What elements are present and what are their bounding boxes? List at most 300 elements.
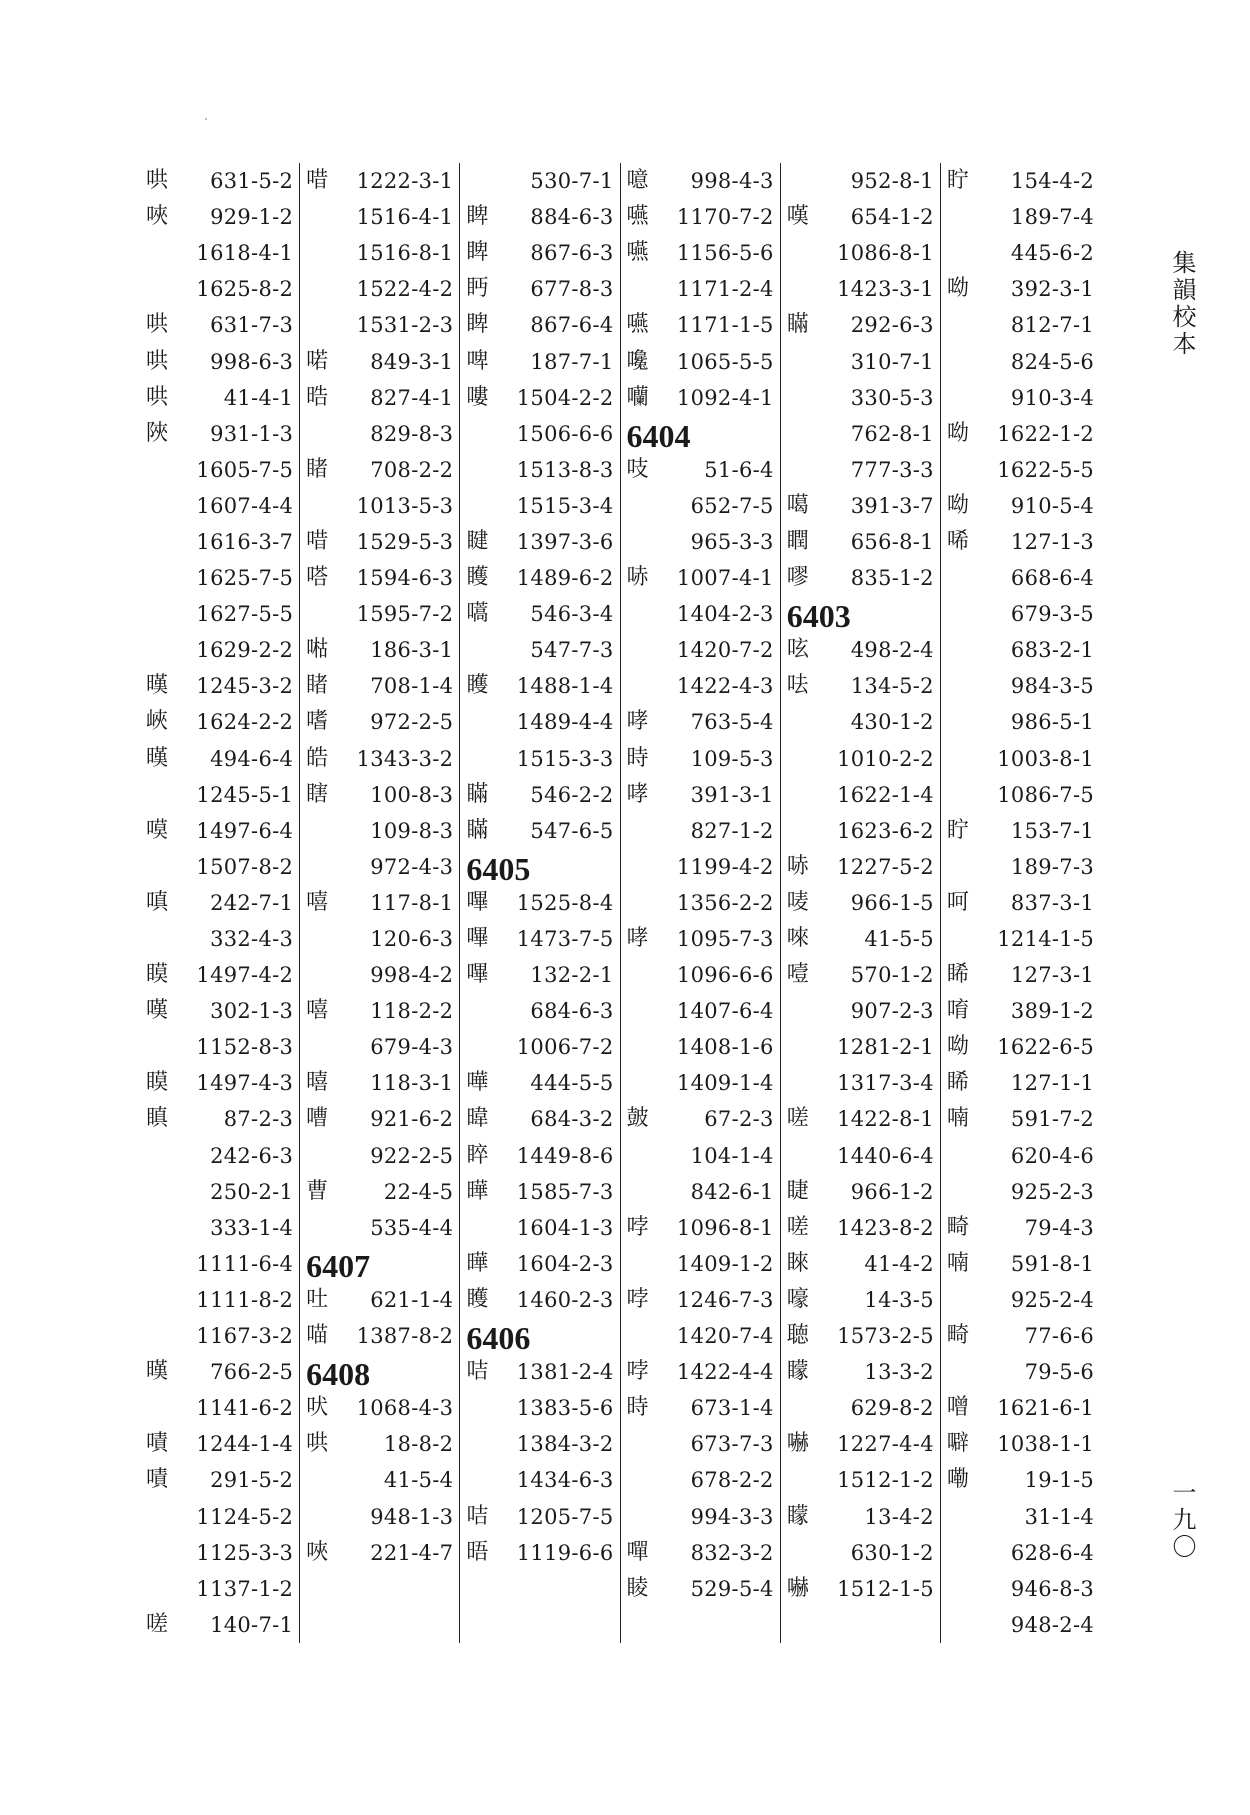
headword: 嘐 bbox=[786, 565, 809, 591]
page-reference: 1627-5-5 bbox=[196, 602, 294, 627]
page-reference: 189-7-3 bbox=[1010, 854, 1095, 879]
headword: 唶 bbox=[306, 528, 329, 554]
page-reference: 391-3-7 bbox=[850, 493, 934, 518]
headword: 咭 bbox=[466, 1359, 489, 1385]
index-entry bbox=[941, 452, 1100, 488]
index-entry bbox=[140, 1101, 299, 1137]
page-reference: 1281-2-1 bbox=[837, 1035, 934, 1060]
headword: 嚥 bbox=[626, 312, 649, 338]
headword: 嘖 bbox=[146, 1431, 169, 1457]
page-reference: 763-5-4 bbox=[690, 710, 774, 735]
page-reference: 79-5-6 bbox=[1024, 1360, 1095, 1385]
index-entry bbox=[460, 235, 619, 271]
index-entry bbox=[781, 560, 940, 596]
page-reference: 1156-5-6 bbox=[676, 241, 774, 266]
index-entry bbox=[781, 380, 940, 416]
page-reference: 51-6-4 bbox=[704, 457, 774, 482]
headword: 呦 bbox=[946, 276, 969, 302]
page-reference: 1065-5-5 bbox=[676, 349, 774, 374]
page-reference: 1531-2-3 bbox=[356, 313, 454, 338]
headword: 眝 bbox=[946, 817, 969, 843]
index-entry bbox=[621, 1390, 780, 1426]
index-entry bbox=[621, 1571, 780, 1607]
index-entry bbox=[140, 849, 299, 885]
headword: 晤 bbox=[466, 1539, 489, 1565]
headword: 睎 bbox=[946, 1070, 969, 1096]
index-entry bbox=[300, 1029, 459, 1065]
page-reference: 389-1-2 bbox=[1010, 999, 1095, 1024]
index-entry bbox=[300, 813, 459, 849]
page-reference: 884-6-3 bbox=[530, 205, 614, 230]
page-reference: 547-6-5 bbox=[530, 818, 614, 843]
index-entry bbox=[621, 885, 780, 921]
page-reference: 1513-8-3 bbox=[516, 457, 614, 482]
index-entry bbox=[781, 1282, 940, 1318]
headword: 睖 bbox=[626, 1575, 649, 1601]
index-column bbox=[620, 163, 780, 1643]
index-entry bbox=[140, 1426, 299, 1462]
page-reference: 127-1-3 bbox=[1010, 529, 1095, 554]
headword: 瞙 bbox=[146, 1070, 169, 1096]
index-entry bbox=[300, 163, 459, 199]
index-entry bbox=[781, 1210, 940, 1246]
page-reference: 250-2-1 bbox=[210, 1179, 294, 1204]
index-entry bbox=[300, 777, 459, 813]
page-reference: 1504-2-2 bbox=[516, 385, 614, 410]
index-entry bbox=[621, 235, 780, 271]
page-reference: 546-3-4 bbox=[530, 602, 614, 627]
page-reference: 1449-8-6 bbox=[516, 1143, 614, 1168]
headword: 唶 bbox=[306, 168, 329, 194]
index-entry bbox=[621, 596, 780, 632]
page-reference: 132-2-1 bbox=[530, 963, 614, 988]
index-entry bbox=[941, 1354, 1100, 1390]
index-entry bbox=[941, 849, 1100, 885]
index-entry bbox=[300, 632, 459, 668]
index-entry bbox=[460, 596, 619, 632]
index-entry bbox=[781, 1571, 940, 1607]
headword: 嘖 bbox=[146, 1467, 169, 1493]
headword: 唛 bbox=[786, 889, 809, 915]
page-reference: 677-8-3 bbox=[530, 277, 614, 302]
index-entry bbox=[140, 777, 299, 813]
page-reference: 654-1-2 bbox=[850, 205, 934, 230]
page-reference: 1343-3-2 bbox=[356, 746, 454, 771]
index-entry bbox=[941, 1029, 1100, 1065]
index-entry bbox=[140, 560, 299, 596]
index-entry bbox=[460, 163, 619, 199]
page-reference: 931-1-3 bbox=[210, 421, 294, 446]
index-column bbox=[940, 163, 1100, 1643]
page-reference: 1420-7-2 bbox=[676, 638, 774, 663]
page-reference: 87-2-3 bbox=[223, 1107, 294, 1132]
index-entry bbox=[781, 1246, 940, 1282]
index-entry bbox=[781, 163, 940, 199]
index-entry bbox=[621, 1029, 780, 1065]
page-reference: 986-5-1 bbox=[1010, 710, 1095, 735]
headword: 嗟 bbox=[786, 1214, 809, 1240]
index-entry bbox=[621, 199, 780, 235]
index-entry bbox=[781, 524, 940, 560]
page-reference: 1152-8-3 bbox=[196, 1035, 294, 1060]
page-reference: 621-1-4 bbox=[370, 1287, 454, 1312]
page-reference: 1167-3-2 bbox=[196, 1324, 294, 1349]
headword: 哧 bbox=[786, 853, 809, 879]
page-reference: 1625-8-2 bbox=[196, 277, 294, 302]
index-entry bbox=[140, 1029, 299, 1065]
index-entry bbox=[781, 1462, 940, 1498]
index-entry bbox=[460, 560, 619, 596]
index-entry bbox=[460, 1535, 619, 1571]
index-entry bbox=[300, 1498, 459, 1534]
page-reference: 1616-3-7 bbox=[196, 529, 294, 554]
page-reference: 140-7-1 bbox=[210, 1612, 294, 1637]
index-entry bbox=[460, 416, 619, 452]
page-reference: 972-2-5 bbox=[370, 710, 454, 735]
index-entry bbox=[621, 921, 780, 957]
page-reference: 13-3-2 bbox=[864, 1360, 934, 1385]
headword: 喃 bbox=[946, 1250, 969, 1276]
page-reference: 430-1-2 bbox=[850, 710, 934, 735]
index-entry bbox=[781, 199, 940, 235]
page-reference: 1119-6-6 bbox=[516, 1540, 614, 1565]
headword: 眄 bbox=[466, 276, 489, 302]
headword: 哄 bbox=[146, 384, 169, 410]
headword: 吐 bbox=[306, 1286, 329, 1312]
page-reference: 186-3-1 bbox=[370, 638, 454, 663]
index-entry bbox=[300, 1101, 459, 1137]
headword: 咭 bbox=[466, 1503, 489, 1529]
index-entry bbox=[941, 1282, 1100, 1318]
page-reference: 127-1-1 bbox=[1010, 1071, 1095, 1096]
page-reference: 684-6-3 bbox=[530, 999, 614, 1024]
page-reference: 1622-5-5 bbox=[997, 457, 1095, 482]
page-reference: 1604-1-3 bbox=[516, 1215, 614, 1240]
page-reference: 1422-4-3 bbox=[676, 674, 774, 699]
index-entry bbox=[460, 199, 619, 235]
page-reference: 631-5-2 bbox=[210, 169, 294, 194]
index-entry bbox=[300, 235, 459, 271]
page-reference: 330-5-3 bbox=[850, 385, 934, 410]
page-reference: 67-2-3 bbox=[704, 1107, 774, 1132]
page-reference: 972-4-3 bbox=[370, 854, 454, 879]
headword: 睹 bbox=[306, 673, 329, 699]
index-entry bbox=[621, 1210, 780, 1246]
page-reference: 1440-6-4 bbox=[837, 1143, 934, 1168]
index-entry bbox=[140, 1535, 299, 1571]
headword: 睹 bbox=[306, 456, 329, 482]
headword: 皓 bbox=[306, 745, 329, 771]
headword: 唊 bbox=[306, 1539, 329, 1565]
index-entry bbox=[140, 813, 299, 849]
index-entry bbox=[941, 488, 1100, 524]
page-reference: 966-1-2 bbox=[850, 1179, 934, 1204]
page-reference: 673-1-4 bbox=[690, 1396, 774, 1421]
headword: 瞋 bbox=[146, 1106, 169, 1132]
index-entry bbox=[460, 1354, 619, 1390]
headword: 呦 bbox=[946, 492, 969, 518]
index-entry bbox=[460, 1029, 619, 1065]
page-reference: 498-2-4 bbox=[850, 638, 934, 663]
headword: 嘆 bbox=[146, 998, 169, 1024]
page-reference: 1515-3-4 bbox=[516, 493, 614, 518]
page-reference: 1111-8-2 bbox=[196, 1287, 294, 1312]
index-entry bbox=[460, 1282, 619, 1318]
index-entry bbox=[140, 596, 299, 632]
page-reference: 1622-1-4 bbox=[837, 782, 934, 807]
index-entry bbox=[300, 343, 459, 379]
page-reference: 921-6-2 bbox=[370, 1107, 454, 1132]
page-reference: 910-5-4 bbox=[1010, 493, 1095, 518]
page-reference: 1489-6-2 bbox=[516, 566, 614, 591]
headword: 暵 bbox=[146, 673, 169, 699]
page-reference: 910-3-4 bbox=[1010, 385, 1095, 410]
page-reference: 127-3-1 bbox=[1010, 963, 1095, 988]
page-reference: 291-5-2 bbox=[210, 1468, 294, 1493]
index-entry bbox=[300, 704, 459, 740]
index-entry bbox=[140, 668, 299, 704]
page-reference: 392-3-1 bbox=[1010, 277, 1095, 302]
page-reference: 1488-1-4 bbox=[516, 674, 614, 699]
headword: 嘩 bbox=[466, 1070, 489, 1096]
index-entry bbox=[941, 1462, 1100, 1498]
page-reference: 1473-7-5 bbox=[516, 927, 614, 952]
index-entry bbox=[621, 813, 780, 849]
headword: 矆 bbox=[466, 565, 489, 591]
headword: 嚇 bbox=[786, 1575, 809, 1601]
index-entry bbox=[621, 560, 780, 596]
index-entry bbox=[941, 560, 1100, 596]
index-entry bbox=[941, 1390, 1100, 1426]
index-entry bbox=[460, 885, 619, 921]
headword: 哱 bbox=[626, 1214, 649, 1240]
index-entry bbox=[781, 1101, 940, 1137]
headword: 瞞 bbox=[786, 312, 809, 338]
page-reference: 628-6-4 bbox=[1010, 1540, 1095, 1565]
index-entry bbox=[460, 1426, 619, 1462]
index-entry bbox=[781, 307, 940, 343]
headword: 啤 bbox=[466, 348, 489, 374]
page-reference: 1622-1-2 bbox=[997, 421, 1095, 446]
page-reference: 221-4-7 bbox=[370, 1540, 454, 1565]
headword: 嚵 bbox=[626, 348, 649, 374]
headword: 囒 bbox=[626, 384, 649, 410]
index-entry bbox=[460, 1065, 619, 1101]
page-reference: 332-4-3 bbox=[210, 927, 294, 952]
page-reference: 529-5-4 bbox=[690, 1576, 774, 1601]
page-reference: 104-1-4 bbox=[690, 1143, 774, 1168]
index-entry bbox=[140, 1210, 299, 1246]
index-table bbox=[140, 163, 1100, 1643]
headword: 嗼 bbox=[146, 817, 169, 843]
index-entry bbox=[941, 1318, 1100, 1354]
page-reference: 832-3-2 bbox=[690, 1540, 774, 1565]
index-entry bbox=[941, 921, 1100, 957]
page-reference: 1124-5-2 bbox=[196, 1504, 294, 1529]
page-reference: 1244-1-4 bbox=[196, 1432, 294, 1457]
page-reference: 922-2-5 bbox=[370, 1143, 454, 1168]
index-entry bbox=[460, 993, 619, 1029]
index-entry bbox=[460, 524, 619, 560]
headword: 嚆 bbox=[466, 601, 489, 627]
headword: 睫 bbox=[786, 1178, 809, 1204]
headword: 矆 bbox=[466, 673, 489, 699]
page-reference: 1038-1-1 bbox=[997, 1432, 1095, 1457]
headword: 喵 bbox=[306, 1323, 329, 1349]
headword: 嘽 bbox=[626, 1539, 649, 1565]
index-entry bbox=[941, 777, 1100, 813]
page-reference: 445-6-2 bbox=[1010, 241, 1095, 266]
page-reference: 118-2-2 bbox=[370, 999, 454, 1024]
index-entry bbox=[621, 1282, 780, 1318]
page-reference: 777-3-3 bbox=[850, 457, 934, 482]
index-entry bbox=[140, 307, 299, 343]
page-reference: 391-3-1 bbox=[690, 782, 774, 807]
index-entry bbox=[941, 1246, 1100, 1282]
page-reference: 684-3-2 bbox=[530, 1107, 614, 1132]
index-entry bbox=[140, 343, 299, 379]
index-entry bbox=[781, 957, 940, 993]
page-reference: 1423-8-2 bbox=[837, 1215, 934, 1240]
index-entry bbox=[300, 1426, 459, 1462]
index-entry bbox=[941, 416, 1100, 452]
page-reference: 1317-3-4 bbox=[837, 1071, 934, 1096]
index-entry bbox=[300, 596, 459, 632]
page-reference: 1595-7-2 bbox=[356, 602, 454, 627]
index-column bbox=[459, 163, 619, 1643]
index-entry bbox=[140, 1246, 299, 1282]
index-entry bbox=[140, 1138, 299, 1174]
page-reference: 1381-2-4 bbox=[516, 1360, 614, 1385]
page-reference: 31-1-4 bbox=[1024, 1504, 1095, 1529]
page-reference: 1434-6-3 bbox=[516, 1468, 614, 1493]
index-entry bbox=[460, 1462, 619, 1498]
headword: 嗶 bbox=[466, 889, 489, 915]
page-reference: 849-3-1 bbox=[370, 349, 454, 374]
headword: 哮 bbox=[626, 709, 649, 735]
page-reference: 630-1-2 bbox=[850, 1540, 934, 1565]
headword: 睷 bbox=[466, 528, 489, 554]
index-entry bbox=[460, 957, 619, 993]
page-reference: 1525-8-4 bbox=[516, 890, 614, 915]
page-reference: 1125-3-3 bbox=[196, 1540, 294, 1565]
page-reference: 762-8-1 bbox=[850, 421, 934, 446]
headword: 矇 bbox=[786, 1503, 809, 1529]
page-reference: 1529-5-3 bbox=[356, 529, 454, 554]
headword: 矆 bbox=[466, 1286, 489, 1312]
page-reference: 1013-5-3 bbox=[356, 493, 454, 518]
index-entry bbox=[781, 921, 940, 957]
page-reference: 1096-8-1 bbox=[676, 1215, 774, 1240]
page-reference: 1111-6-4 bbox=[196, 1251, 294, 1276]
index-entry bbox=[941, 307, 1100, 343]
page-reference: 1607-4-4 bbox=[196, 493, 294, 518]
page-reference: 41-5-5 bbox=[864, 927, 934, 952]
index-entry bbox=[140, 380, 299, 416]
page-reference: 153-7-1 bbox=[1010, 818, 1095, 843]
index-entry bbox=[300, 307, 459, 343]
page-reference: 867-6-4 bbox=[530, 313, 614, 338]
index-entry bbox=[300, 1210, 459, 1246]
page-reference: 1170-7-2 bbox=[676, 205, 774, 230]
index-entry bbox=[140, 1498, 299, 1534]
page-reference: 535-4-4 bbox=[370, 1215, 454, 1240]
page-reference: 1516-4-1 bbox=[356, 205, 454, 230]
page-reference: 837-3-1 bbox=[1010, 890, 1095, 915]
headword: 睥 bbox=[466, 204, 489, 230]
index-entry bbox=[460, 921, 619, 957]
index-entry bbox=[941, 1138, 1100, 1174]
index-entry bbox=[460, 1174, 619, 1210]
page-reference: 591-8-1 bbox=[1010, 1251, 1095, 1276]
page-reference: 530-7-1 bbox=[530, 169, 614, 194]
page-reference: 546-2-2 bbox=[530, 782, 614, 807]
index-entry bbox=[300, 1318, 459, 1354]
page-reference: 1420-7-4 bbox=[676, 1324, 774, 1349]
headword: 噶 bbox=[786, 492, 809, 518]
page-reference: 22-4-5 bbox=[383, 1179, 454, 1204]
page-reference: 929-1-2 bbox=[210, 205, 294, 230]
index-entry bbox=[941, 1426, 1100, 1462]
page-reference: 1010-2-2 bbox=[837, 746, 934, 771]
index-entry bbox=[140, 488, 299, 524]
page-reference: 1497-4-2 bbox=[196, 963, 294, 988]
headword: 睞 bbox=[786, 1250, 809, 1276]
page-reference: 1006-7-2 bbox=[516, 1035, 614, 1060]
index-entry bbox=[140, 524, 299, 560]
index-entry bbox=[300, 380, 459, 416]
index-entry bbox=[300, 452, 459, 488]
page-reference: 1621-6-1 bbox=[997, 1396, 1095, 1421]
index-entry bbox=[621, 1462, 780, 1498]
index-entry bbox=[460, 380, 619, 416]
index-entry bbox=[621, 957, 780, 993]
index-entry bbox=[941, 524, 1100, 560]
headword: 瞎 bbox=[306, 781, 329, 807]
page-reference: 109-8-3 bbox=[370, 818, 454, 843]
headword: 畸 bbox=[946, 1323, 969, 1349]
index-entry bbox=[781, 416, 940, 452]
page-reference: 1227-5-2 bbox=[837, 854, 934, 879]
page-reference: 1409-1-2 bbox=[676, 1251, 774, 1276]
index-entry bbox=[941, 343, 1100, 379]
headword: 眝 bbox=[946, 168, 969, 194]
page-reference: 679-4-3 bbox=[370, 1035, 454, 1060]
index-entry bbox=[621, 343, 780, 379]
page-reference: 965-3-3 bbox=[690, 529, 774, 554]
page-reference: 1623-6-2 bbox=[837, 818, 934, 843]
page-reference: 994-3-3 bbox=[690, 1504, 774, 1529]
page-reference: 1515-3-3 bbox=[516, 746, 614, 771]
page-reference: 302-1-3 bbox=[210, 999, 294, 1024]
index-entry bbox=[941, 380, 1100, 416]
index-entry bbox=[621, 1138, 780, 1174]
index-entry bbox=[941, 1535, 1100, 1571]
headword: 哄 bbox=[146, 312, 169, 338]
headword: 嗟 bbox=[786, 1106, 809, 1132]
page-reference: 14-3-5 bbox=[864, 1287, 934, 1312]
index-entry bbox=[460, 1138, 619, 1174]
headword: 嗶 bbox=[466, 962, 489, 988]
page-reference: 1227-4-4 bbox=[837, 1432, 934, 1457]
page-reference: 100-8-3 bbox=[370, 782, 454, 807]
page-reference: 998-4-3 bbox=[690, 169, 774, 194]
headword: 哱 bbox=[626, 1359, 649, 1385]
page-reference: 292-6-3 bbox=[850, 313, 934, 338]
index-entry bbox=[140, 199, 299, 235]
page-reference: 766-2-5 bbox=[210, 1360, 294, 1385]
headword: 瞞 bbox=[466, 781, 489, 807]
